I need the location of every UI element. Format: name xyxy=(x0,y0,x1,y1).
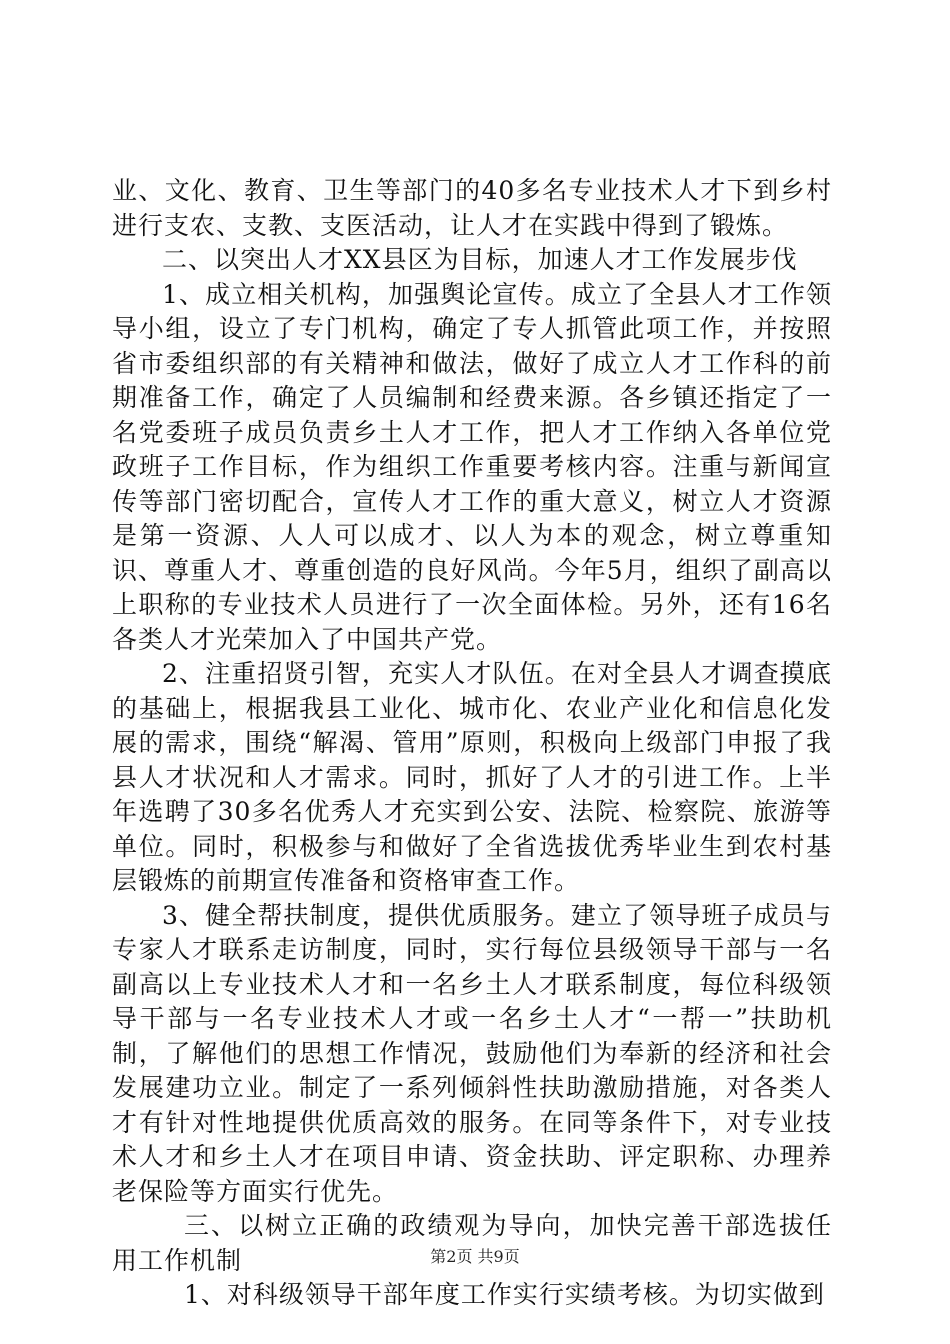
paragraph: 业、文化、教育、卫生等部门的40多名专业技术人才下到乡村进行支农、支教、支医活动，让人才在实践中得到了锻炼。 xyxy=(112,176,832,240)
paragraph: 3、健全帮扶制度，提供优质服务。建立了领导班子成员与专家人才联系走访制度，同时，实行每位县级领导干部与一名副高以上专业技术人才和一名乡土人才联系制度，每位科级领导干部与一名专业技术人才或一名乡土人才“一帮一”扶助机制，了解他们的思想工作情况，鼓励他们为奉新的经济和社会发展建功立业。制定了一系列倾斜性扶助激励措施，对各类人才有针对性地提供优质高效的服务。在同等条件下，对专业技术人才和乡土人才在项目申请、资金扶助、评定职称、办理养老保险等方面实行优先。 xyxy=(112,900,832,1206)
paragraph: 1、对科级领导干部年度工作实行实绩考核。为切实做到 xyxy=(184,1280,825,1309)
paragraph: 1、成立相关机构，加强舆论宣传。成立了全县人才工作领导小组，设立了专门机构，确定了专人抓管此项工作，并按照省市委组织部的有关精神和做法，做好了成立人才工作科的前期准备工作，确定了人员编制和经费来源。各乡镇还指定了一名党委班子成员负责乡土人才工作，把人才工作纳入各单位党政班子工作目标，作为组织工作重要考核内容。注重与新闻宣传等部门密切配合，宣传人才工作的重大意义，树立人才资源是第一资源、人人可以成才、以人为本的观念，树立尊重知识、尊重人才、尊重创造的良好风尚。今年5月，组织了副高以上职称的专业技术人员进行了一次全面体检。另外，还有16名各类人才光荣加入了中国共产党。 xyxy=(112,279,832,654)
document-body xyxy=(112,174,832,1313)
section-heading: 二、以突出人才XX县区为目标，加速人才工作发展步伐 xyxy=(162,245,798,274)
page-number-footer: 第2页 共9页 xyxy=(430,1247,520,1266)
paragraph: 2、注重招贤引智，充实人才队伍。在对全县人才调查摸底的基础上，根据我县工业化、城市化、农业产业化和信息化发展的需求，围绕“解渴、管用”原则，积极向上级部门申报了我县人才状况和人才需求。同时，抓好了人才的引进工作。上半年选聘了30多名优秀人才充实到公安、法院、检察院、旅游等单位。同时，积极参与和做好了全省选拔优秀毕业生到农村基层锻炼的前期宣传准备和资格审查工作。 xyxy=(112,659,832,895)
section-heading: 三、以树立正确的政绩观为导向，加快完善干部选拔任用工作机制 xyxy=(112,1211,832,1275)
